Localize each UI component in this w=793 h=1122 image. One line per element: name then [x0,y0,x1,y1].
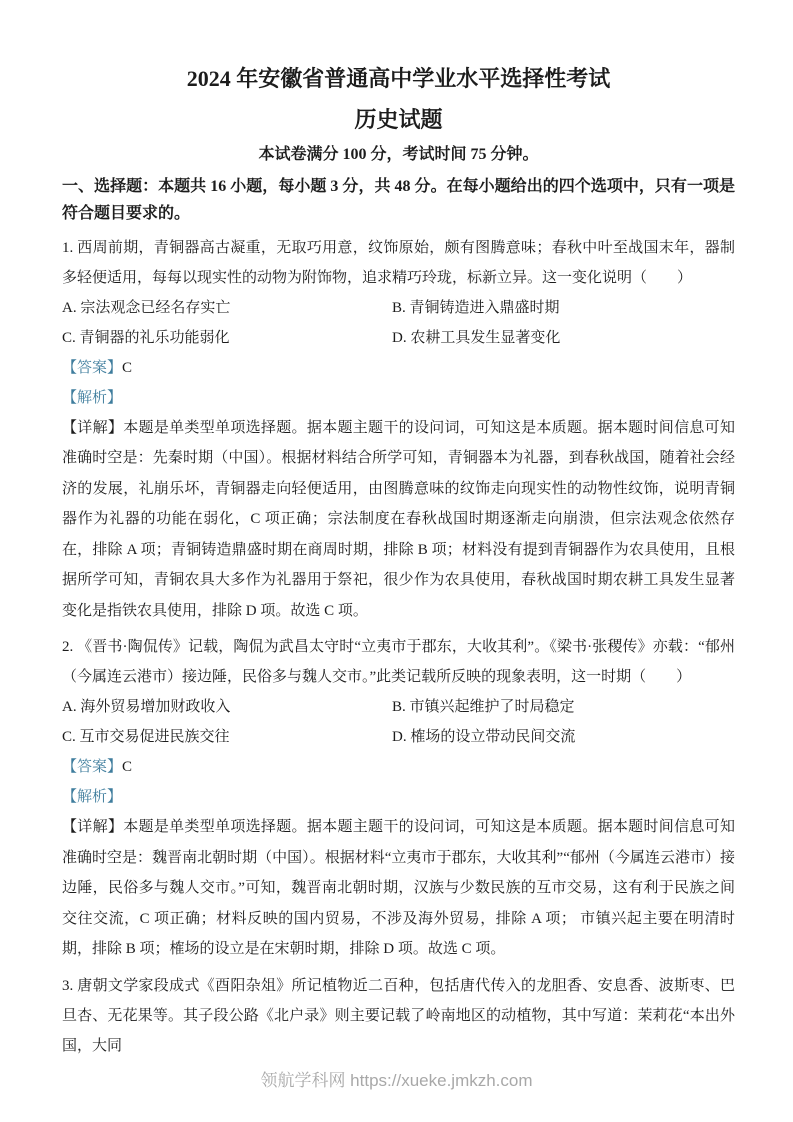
question-2-answer-line [62,752,735,782]
exam-title: 2024 年安徽省普通高中学业水平选择性考试 [186,66,611,91]
question-2-options [62,692,735,752]
question-2-option-c: C. 互市交易促进民族交往 [62,729,230,746]
question-2-detail-text: 本题是单类型单项选择题。据本题主题干的设问词，可知这是本质题。据本题时间信息可知准确时空是：魏晋南北朝时期（中国）。根据材料“立夷市于郡东，大收其利”“郁州（今属连云港市）接边陲，民俗多与魏人交市。”可知，魏晋南北朝时期，汉族与少数民族的互市交易，这有利于民族之间交往交流，C 项正确；材料反映的国内贸易，不涉及海外贸易，排除 A 项； 市镇兴起主要在明清时期，排除 B 项；榷场的设立是在宋朝时期，排除 D 项。故选 C 项。 [62,819,735,958]
analysis-label: 【解析】 [62,389,123,406]
question-1-detail-text: 本题是单类型单项选择题。据本题主题干的设问词，可知这是本质题。据本题时间信息可知准确时空是：先秦时期（中国）。根据材料结合所学可知，青铜器本为礼器，到春秋战国，随着社会经济的发展，礼崩乐坏，青铜器走向轻便适用，由图腾意味的纹饰走向现实性的动物性纹饰，说明青铜器作为礼器的功能在弱化，C 项正确；宗法制度在春秋战国时期逐渐走向崩溃，但宗法观念依然存在，排除 A 项；青铜铸造鼎盛时期在商周时期，排除 B 项；材料没有提到青铜器作为农具使用，且根据所学可知，青铜农具大多作为礼器用于祭祀，很少作为农具使用，春秋战国时期农耕工具发生显著变化是指铁农具使用，排除 D 项。故选 C 项。 [62,419,735,619]
exam-info-line: 本试卷满分 100 分，考试时间 75 分钟。 [258,145,539,163]
section-heading: 一、选择题：本题共 16 小题，每小题 3 分，共 48 分。在每小题给出的四个选项中，只有一项是符合题目要求的。 [62,177,735,222]
question-1-option-c: C. 青铜器的礼乐功能弱化 [62,329,230,346]
question-2-detail [62,812,735,965]
question-1-analysis-line [62,383,735,413]
question-2-analysis-line [62,782,735,812]
question-1-options [62,293,735,353]
question-1-option-a: A. 宗法观念已经名存实亡 [62,299,231,316]
answer-label: 【答案】 [62,759,123,776]
question-1-option-d: D. 农耕工具发生显著变化 [392,329,561,346]
question-2-option-b: B. 市镇兴起维护了时局稳定 [392,699,575,716]
question-1 [62,233,735,627]
question-2-option-a: A. 海外贸易增加财政收入 [62,699,231,716]
question-2 [62,632,735,965]
page-footer [0,1066,793,1091]
analysis-label: 【解析】 [62,789,123,806]
question-3 [62,971,735,1061]
answer-label: 【答案】 [62,359,123,376]
question-2-option-d: D. 榷场的设立带动民间交流 [392,729,576,746]
question-1-answer-value: C [122,359,133,376]
question-3-stem: 3. 唐朝文学家段成式《酉阳杂俎》所记植物近二百种，包括唐代传入的龙胆香、安息香、波斯枣、巴旦杏、无花果等。其子段公路《北户录》则主要记载了岭南地区的动植物，其中写道：茉莉花“本出外国，大同 [62,977,735,1054]
question-1-detail [62,413,735,627]
question-2-stem: 2. 《晋书·陶侃传》记载，陶侃为武昌太守时“立夷市于郡东，大收其利”。《梁书·张稷传》亦载：“郁州（今属连云港市）接边陲，民俗多与魏人交市。”此类记载所反映的现象表明，这一时期（ ） [62,639,735,686]
question-1-stem: 1. 西周前期，青铜器高古凝重，无取巧用意，纹饰原始，颇有图腾意味；春秋中叶至战国末年，器制多轻便适用，每每以现实性的动物为附饰物，追求精巧玲珑，标新立异。这一变化说明（ ） [62,239,735,286]
footer-watermark-text: 领航学科网 https://xueke.jmkzh.com [260,1071,533,1090]
question-1-option-b: B. 青铜铸造进入鼎盛时期 [392,299,560,316]
paper-subject-title: 历史试题 [354,107,443,133]
detail-label: 【详解】 [62,419,124,436]
detail-label: 【详解】 [62,819,124,836]
question-1-answer-line [62,353,735,383]
question-2-answer-value: C [122,759,133,776]
